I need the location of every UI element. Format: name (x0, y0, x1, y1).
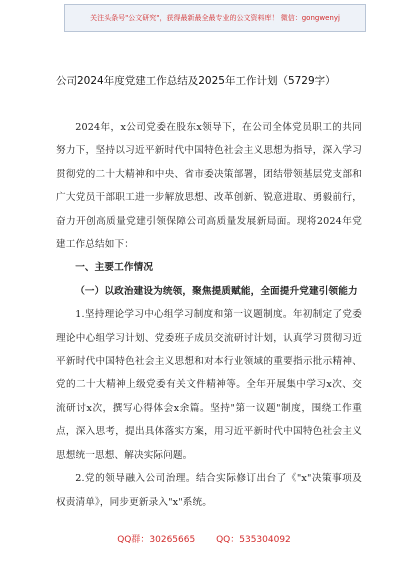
subsection-heading: （一）以政治建设为统领，聚焦提质赋能，全面提升党建引领能力 (75, 285, 358, 297)
top-banner: 关注头条号"公文研究"，获得最新最全最专业的公文资料库！ 微信：gongwenyj (64, 4, 366, 32)
section-heading: 一、主要工作情况 (75, 262, 154, 274)
document-title: 公司2024年度党建工作总结及2025年工作计划（5729字） (56, 75, 336, 87)
footer-contact (0, 532, 408, 545)
item-1-paragraph: 1.坚持理论学习中心组学习制度和第一议题制度。年初制定了党委理论中心组学习计划、党委班子成员交流研讨计划，认真学习贯彻习近平新时代中国特色社会主义思想和对本行业领域的重要指示批示精神、党的二十大精神上级党委有关文件精神等。全年开展集中学习x次、交流研讨x次，撰写心得体会x余篇。坚持"第一议题"制度，围绕工作重点，深入思考，提出具体落实方案，用习近平新时代中国特色社会主义思想统一思想、解决实际问题。 (56, 309, 362, 461)
item-2-paragraph: 2.党的领导融入公司治理。结合实际修订出台了《"x"决策事项及权责清单》，同步更新录入"x"系统。 (56, 473, 362, 508)
document-body (56, 116, 362, 514)
intro-paragraph: 2024年，x公司党委在股东x领导下，在公司全体党员职工的共同努力下，坚持以习近平新时代中国特色社会主义思想为指导，深入学习贯彻党的二十大精神和中央、省市委决策部署，团结带领基层党支部和广大党员干部职工进一步解放思想、改革创新、锐意进取、勇毅前行，奋力开创高质量党建引领保障公司高质量发展新局面。现将2024年党建工作总结如下： (56, 122, 362, 251)
qq-number: QQ：535304092 (216, 535, 291, 545)
qq-group: QQ群：30265665 (117, 535, 196, 545)
